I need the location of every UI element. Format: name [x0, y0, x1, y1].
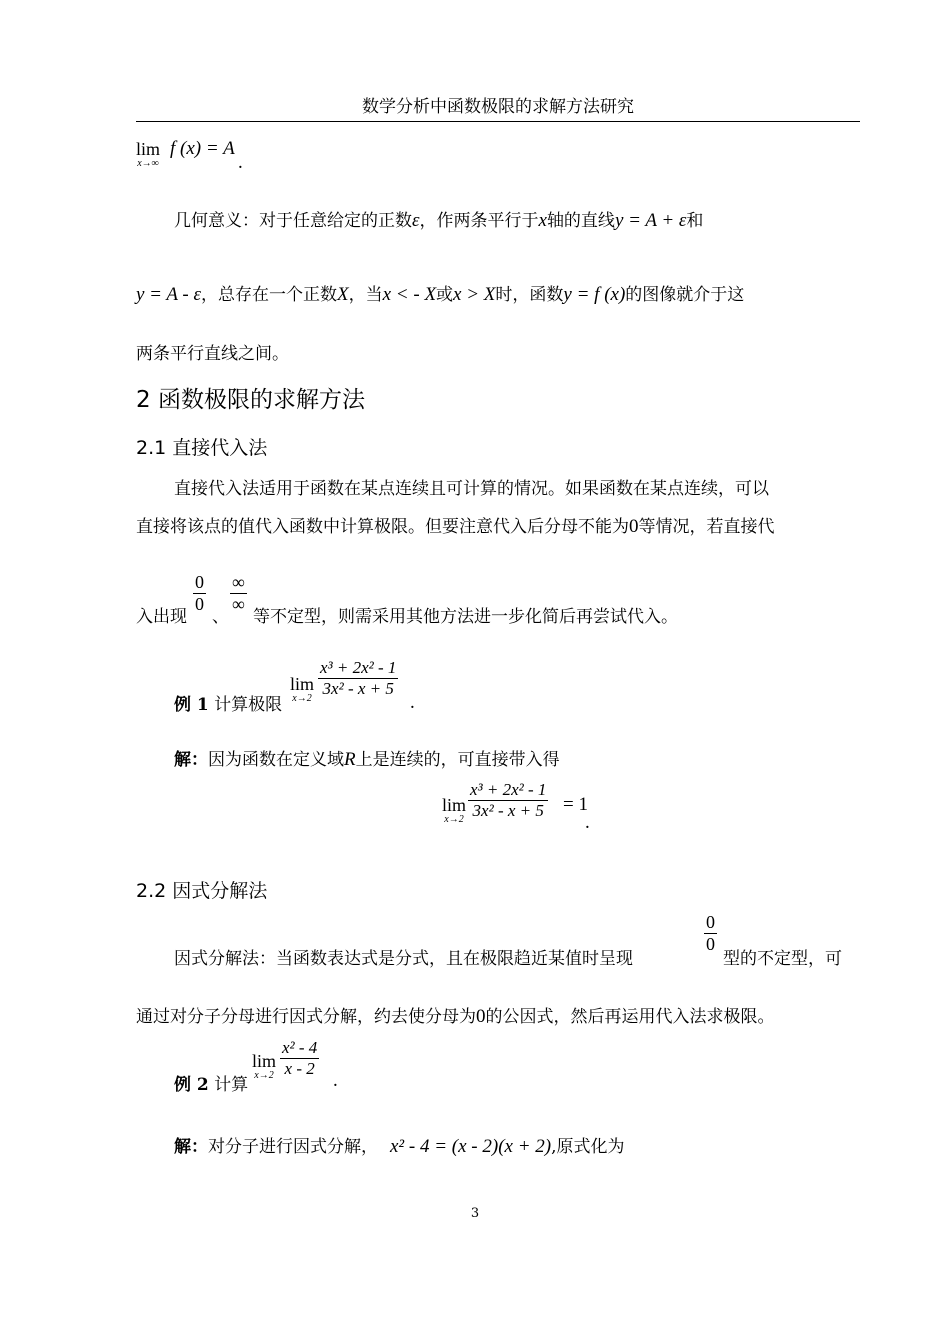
fraction-denominator: x - 2	[284, 1059, 315, 1078]
geom-text-c: 轴的直线	[546, 211, 615, 231]
solution-2-text-a: 对分子进行因式分解，	[208, 1137, 378, 1157]
fraction-numerator: x³ + 2x² - 1	[470, 780, 547, 799]
solution-1-result: = 1	[563, 794, 588, 815]
lim-word: lim	[252, 1051, 277, 1071]
fraction-numerator: ∞	[232, 572, 245, 592]
solution-1-limit	[442, 796, 466, 825]
example-1-fraction	[318, 658, 398, 699]
fraction-numerator: 0	[195, 572, 204, 592]
section-2-title: 2 函数极限的求解方法	[136, 387, 365, 413]
s22-text-b: 型的不定型，可	[723, 949, 842, 969]
example-1-prompt	[174, 690, 282, 715]
solution-2-label: 解：	[174, 1137, 208, 1157]
s21-separator: 、	[212, 607, 229, 627]
fraction-denominator: 3x² - x + 5	[472, 801, 544, 820]
s21-line2	[136, 512, 775, 538]
page-header: 数学分析中函数极限的求解方法研究	[136, 92, 860, 122]
s22-text-a: 因式分解法：当函数表达式是分式，且在极限趋近某值时呈现	[174, 949, 633, 969]
lim-word: lim	[442, 795, 467, 815]
lim-word: lim	[136, 139, 161, 159]
line-lower: y = A - ε	[136, 284, 201, 305]
function-expr: y = f (x)	[563, 284, 626, 305]
example-1-limit	[290, 675, 314, 704]
s22-text-c: 通过对分子分母进行因式分解，约去使分母为	[136, 1007, 476, 1027]
s21-text-a: 直接将该点的值代入函数中计算极限。但要注意代入后分母不能为	[136, 517, 629, 537]
geom-line2	[136, 280, 744, 306]
x-var: x	[538, 210, 547, 231]
fraction-denominator: 0	[706, 934, 715, 954]
s21-line1: 直接代入法适用于函数在某点连续且可计算的情况。如果函数在某点连续，可以	[174, 479, 769, 499]
example-1-dot: .	[410, 692, 415, 713]
fraction-numerator: x³ + 2x² - 1	[320, 658, 397, 677]
lim-subscript: x→2	[292, 693, 312, 704]
fraction-zero-over-zero	[704, 912, 717, 955]
example-1-label: 例 1	[174, 695, 209, 715]
solution-1-line	[174, 745, 560, 771]
section-2-1-title: 2.1 直接代入法	[136, 437, 268, 459]
fraction-numerator: x² - 4	[282, 1038, 318, 1057]
fraction-numerator: 0	[706, 912, 715, 932]
fraction-denominator: 0	[195, 594, 204, 614]
s22-line2	[136, 1002, 775, 1028]
solution-1-label: 解：	[174, 750, 208, 770]
geom-text-e: ，总存在一个正数	[201, 285, 337, 305]
geom-line3: 两条平行直线之间。	[136, 344, 289, 364]
geom-text-g: 或	[436, 285, 454, 305]
s21-text-b: 等情况，若直接代	[638, 517, 775, 537]
lim-word: lim	[290, 674, 315, 694]
top-formula-dot: .	[238, 152, 243, 173]
epsilon: ε	[412, 210, 420, 231]
line-upper: y = A + ε	[614, 210, 687, 231]
fraction-denominator: 3x² - x + 5	[322, 679, 394, 698]
example-2-fraction	[280, 1038, 319, 1079]
R-var: R	[344, 749, 356, 770]
example-2-dot: .	[333, 1070, 338, 1091]
s21-text-c: 入出现	[136, 607, 187, 627]
X-var: X	[337, 284, 349, 305]
solution-1-fraction	[468, 780, 548, 821]
fraction-zero-over-zero	[193, 572, 206, 615]
lim-subscript: x→2	[444, 814, 464, 825]
zero-value: 0	[629, 516, 639, 537]
s22-text-d: 的公因式，然后再运用代入法求极限。	[485, 1007, 775, 1027]
factorization-expr: x² - 4 = (x - 2)(x + 2)	[390, 1136, 552, 1157]
geom-text-f: ，当	[348, 285, 383, 305]
example-1-text: 计算极限	[214, 695, 283, 715]
example-2-prompt	[174, 1070, 248, 1095]
zero-value: 0	[476, 1006, 486, 1027]
solution-2-text-b: ,原式化为	[551, 1137, 625, 1157]
condition-right: x > X	[453, 284, 496, 305]
solution-1-text-a: 因为函数在定义域	[208, 750, 344, 770]
solution-1-text-b: 上是连续的，可直接带入得	[355, 750, 560, 770]
lim-subscript: x→∞	[137, 158, 159, 169]
section-2-2-title: 2.2 因式分解法	[136, 880, 268, 902]
geom-text-a: 几何意义：对于任意给定的正数	[174, 211, 412, 231]
geom-text-h: 时，函数	[495, 285, 564, 305]
s21-text-d: 等不定型，则需采用其他方法进一步化简后再尝试代入。	[253, 607, 678, 627]
fraction-inf-over-inf	[230, 572, 247, 615]
condition-left: x < - X	[382, 284, 437, 305]
example-2-text: 计算	[214, 1075, 249, 1095]
geom-text-d: 和	[686, 211, 704, 231]
top-limit	[136, 140, 160, 169]
page-number: 3	[470, 1206, 480, 1221]
example-2-limit	[252, 1052, 276, 1081]
fraction-denominator: ∞	[232, 594, 245, 614]
geom-text-b: ，作两条平行于	[419, 211, 539, 231]
top-formula-expr: f (x) = A	[170, 138, 235, 159]
lim-subscript: x→2	[254, 1070, 274, 1081]
geom-line1	[174, 206, 703, 232]
example-2-label: 例 2	[174, 1075, 209, 1095]
solution-1-dot: .	[585, 812, 590, 833]
solution-2-line	[174, 1132, 625, 1158]
geom-text-i: 的图像就介于这	[625, 285, 745, 305]
